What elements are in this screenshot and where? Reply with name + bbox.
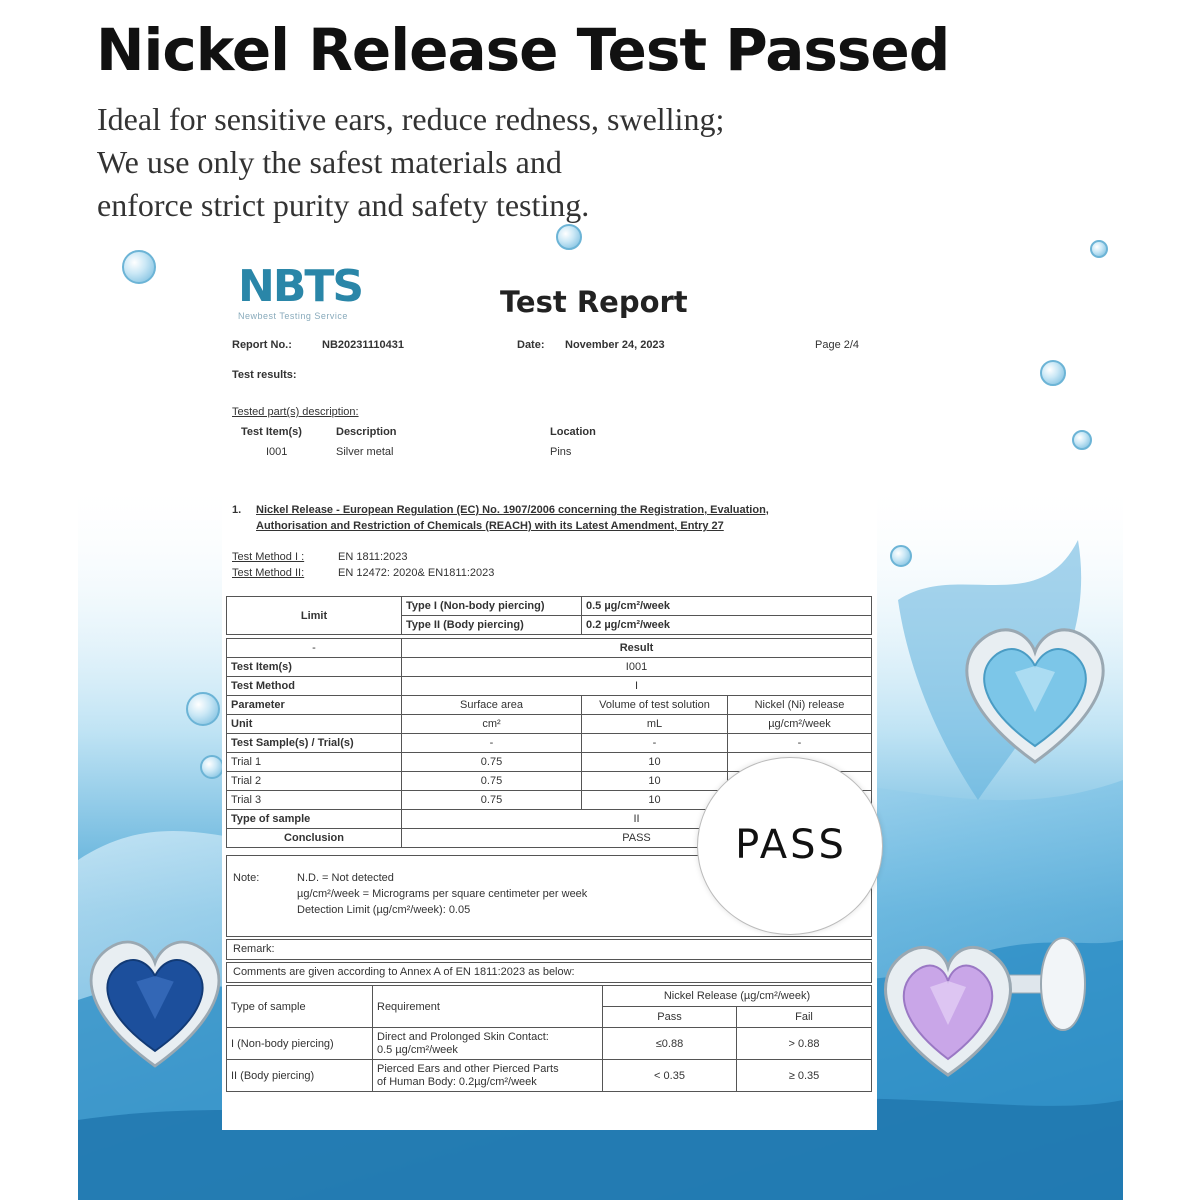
section-title-line: Authorisation and Restriction of Chemicals (REACH) with its Latest Amendment, Entry 27 [256, 520, 724, 532]
section-number: 1. [232, 504, 242, 516]
parameter-label: Parameter [227, 696, 402, 715]
page-number: Page 2/4 [815, 339, 860, 351]
limit-type2-value: 0.2 µg/cm²/week [582, 616, 872, 635]
criteria-fail-header: Fail [737, 1007, 872, 1028]
parts-location: Pins [550, 446, 572, 458]
trial-area: 0.75 [402, 753, 582, 772]
samples-label: Test Sample(s) / Trial(s) [227, 734, 402, 753]
parts-description: Silver metal [336, 446, 394, 458]
tested-parts-label: Tested part(s) description: [232, 406, 359, 418]
trial-area: 0.75 [402, 772, 582, 791]
section-title-line: Nickel Release - European Regulation (EC) No. 1907/2006 concerning the Registration, Evaluation, [256, 504, 769, 516]
report-date: November 24, 2023 [565, 339, 665, 351]
trial-volume: 10 [582, 753, 728, 772]
parts-header-location: Location [550, 426, 596, 438]
test-report-document [222, 255, 877, 1130]
method2: EN 12472: 2020& EN1811:2023 [338, 567, 495, 579]
test-item-value: I001 [402, 658, 872, 677]
note-label: Note: [233, 872, 260, 884]
trial-volume: 10 [582, 791, 728, 810]
water-droplet [1040, 360, 1066, 386]
trial-area: 0.75 [402, 791, 582, 810]
limit-type1: Type I (Non-body piercing) [402, 597, 582, 616]
param-nickel-release: Nickel (Ni) release [728, 696, 872, 715]
limit-label: Limit [227, 597, 402, 635]
subtitle [97, 98, 724, 227]
trial-volume: 10 [582, 772, 728, 791]
subtitle-line: We use only the safest materials and [97, 144, 562, 180]
limit-table [226, 596, 872, 635]
water-droplet [186, 692, 220, 726]
test-results-label: Test results: [232, 369, 297, 381]
criteria-type: I (Non-body piercing) [227, 1028, 373, 1060]
subtitle-line: Ideal for sensitive ears, reduce redness, swelling; [97, 101, 725, 137]
unit-label: Unit [227, 715, 402, 734]
parts-header-description: Description [336, 426, 397, 438]
trial-label: Trial 2 [227, 772, 402, 791]
amethyst-heart-earring [878, 935, 1088, 1085]
param-volume: Volume of test solution [582, 696, 728, 715]
comments-box [226, 962, 872, 983]
criteria-fail: > 0.88 [737, 1028, 872, 1060]
trial-label: Trial 3 [227, 791, 402, 810]
type-of-sample-value: II [402, 810, 872, 829]
nbts-logo: NBTS Newbest Testing Service [238, 261, 363, 321]
trial-label: Trial 1 [227, 753, 402, 772]
samples-dash: - [582, 734, 728, 753]
water-droplet [1090, 240, 1108, 258]
test-method-value: I [402, 677, 872, 696]
water-droplet [890, 545, 912, 567]
aquamarine-heart-earring [955, 622, 1115, 772]
remark-label: Remark: [233, 943, 275, 955]
criteria-requirement: Direct and Prolonged Skin Contact: 0.5 µg/cm²/week [373, 1028, 603, 1060]
limit-type2: Type II (Body piercing) [402, 616, 582, 635]
report-no-label: Report No.: [232, 339, 292, 351]
water-droplet [200, 755, 224, 779]
water-droplet [1072, 430, 1092, 450]
conclusion-value: PASS [402, 829, 872, 848]
report-title: Test Report [500, 285, 688, 319]
criteria-pass: ≤0.88 [603, 1028, 737, 1060]
criteria-pass-header: Pass [603, 1007, 737, 1028]
water-droplet [556, 224, 582, 250]
criteria-fail: ≥ 0.35 [737, 1060, 872, 1092]
method1-label: Test Method I : [232, 551, 305, 563]
note-line: µg/cm²/week = Micrograms per square centimeter per week [297, 888, 588, 900]
param-surface-area: Surface area [402, 696, 582, 715]
note-line: Detection Limit (µg/cm²/week): 0.05 [297, 904, 471, 916]
conclusion-label: Conclusion [227, 829, 402, 848]
note-line: N.D. = Not detected [297, 872, 394, 884]
method2-label: Test Method II: [232, 567, 305, 579]
type-of-sample-label: Type of sample [227, 810, 402, 829]
criteria-type: II (Body piercing) [227, 1060, 373, 1092]
unit-release: µg/cm²/week [728, 715, 872, 734]
test-method-label: Test Method [227, 677, 402, 696]
parts-header-item: Test Item(s) [241, 426, 302, 438]
criteria-req-header: Requirement [373, 986, 603, 1028]
remark-box [226, 939, 872, 960]
samples-dash: - [402, 734, 582, 753]
headline: Nickel Release Test Passed [96, 16, 950, 84]
sapphire-heart-earring [80, 930, 230, 1080]
parts-item: I001 [266, 446, 288, 458]
report-no: NB20231110431 [322, 339, 404, 351]
samples-dash: - [728, 734, 872, 753]
method1: EN 1811:2023 [338, 551, 408, 563]
limit-type1-value: 0.5 µg/cm²/week [582, 597, 872, 616]
criteria-pass: < 0.35 [603, 1060, 737, 1092]
unit-area: cm² [402, 715, 582, 734]
comments-text: Comments are given according to Annex A of EN 1811:2023 as below: [233, 966, 575, 978]
criteria-table [226, 985, 872, 1092]
criteria-requirement: Pierced Ears and other Pierced Parts of Human Body: 0.2µg/cm²/week [373, 1060, 603, 1092]
criteria-type-header: Type of sample [227, 986, 373, 1028]
pass-badge: PASS [697, 757, 883, 935]
subtitle-line: enforce strict purity and safety testing. [97, 187, 590, 223]
date-label: Date: [517, 339, 545, 351]
result-corner: - [227, 639, 402, 658]
unit-volume: mL [582, 715, 728, 734]
water-droplet [122, 250, 156, 284]
criteria-release-header: Nickel Release (µg/cm²/week) [603, 986, 872, 1007]
test-item-label: Test Item(s) [227, 658, 402, 677]
result-header: Result [402, 639, 872, 658]
